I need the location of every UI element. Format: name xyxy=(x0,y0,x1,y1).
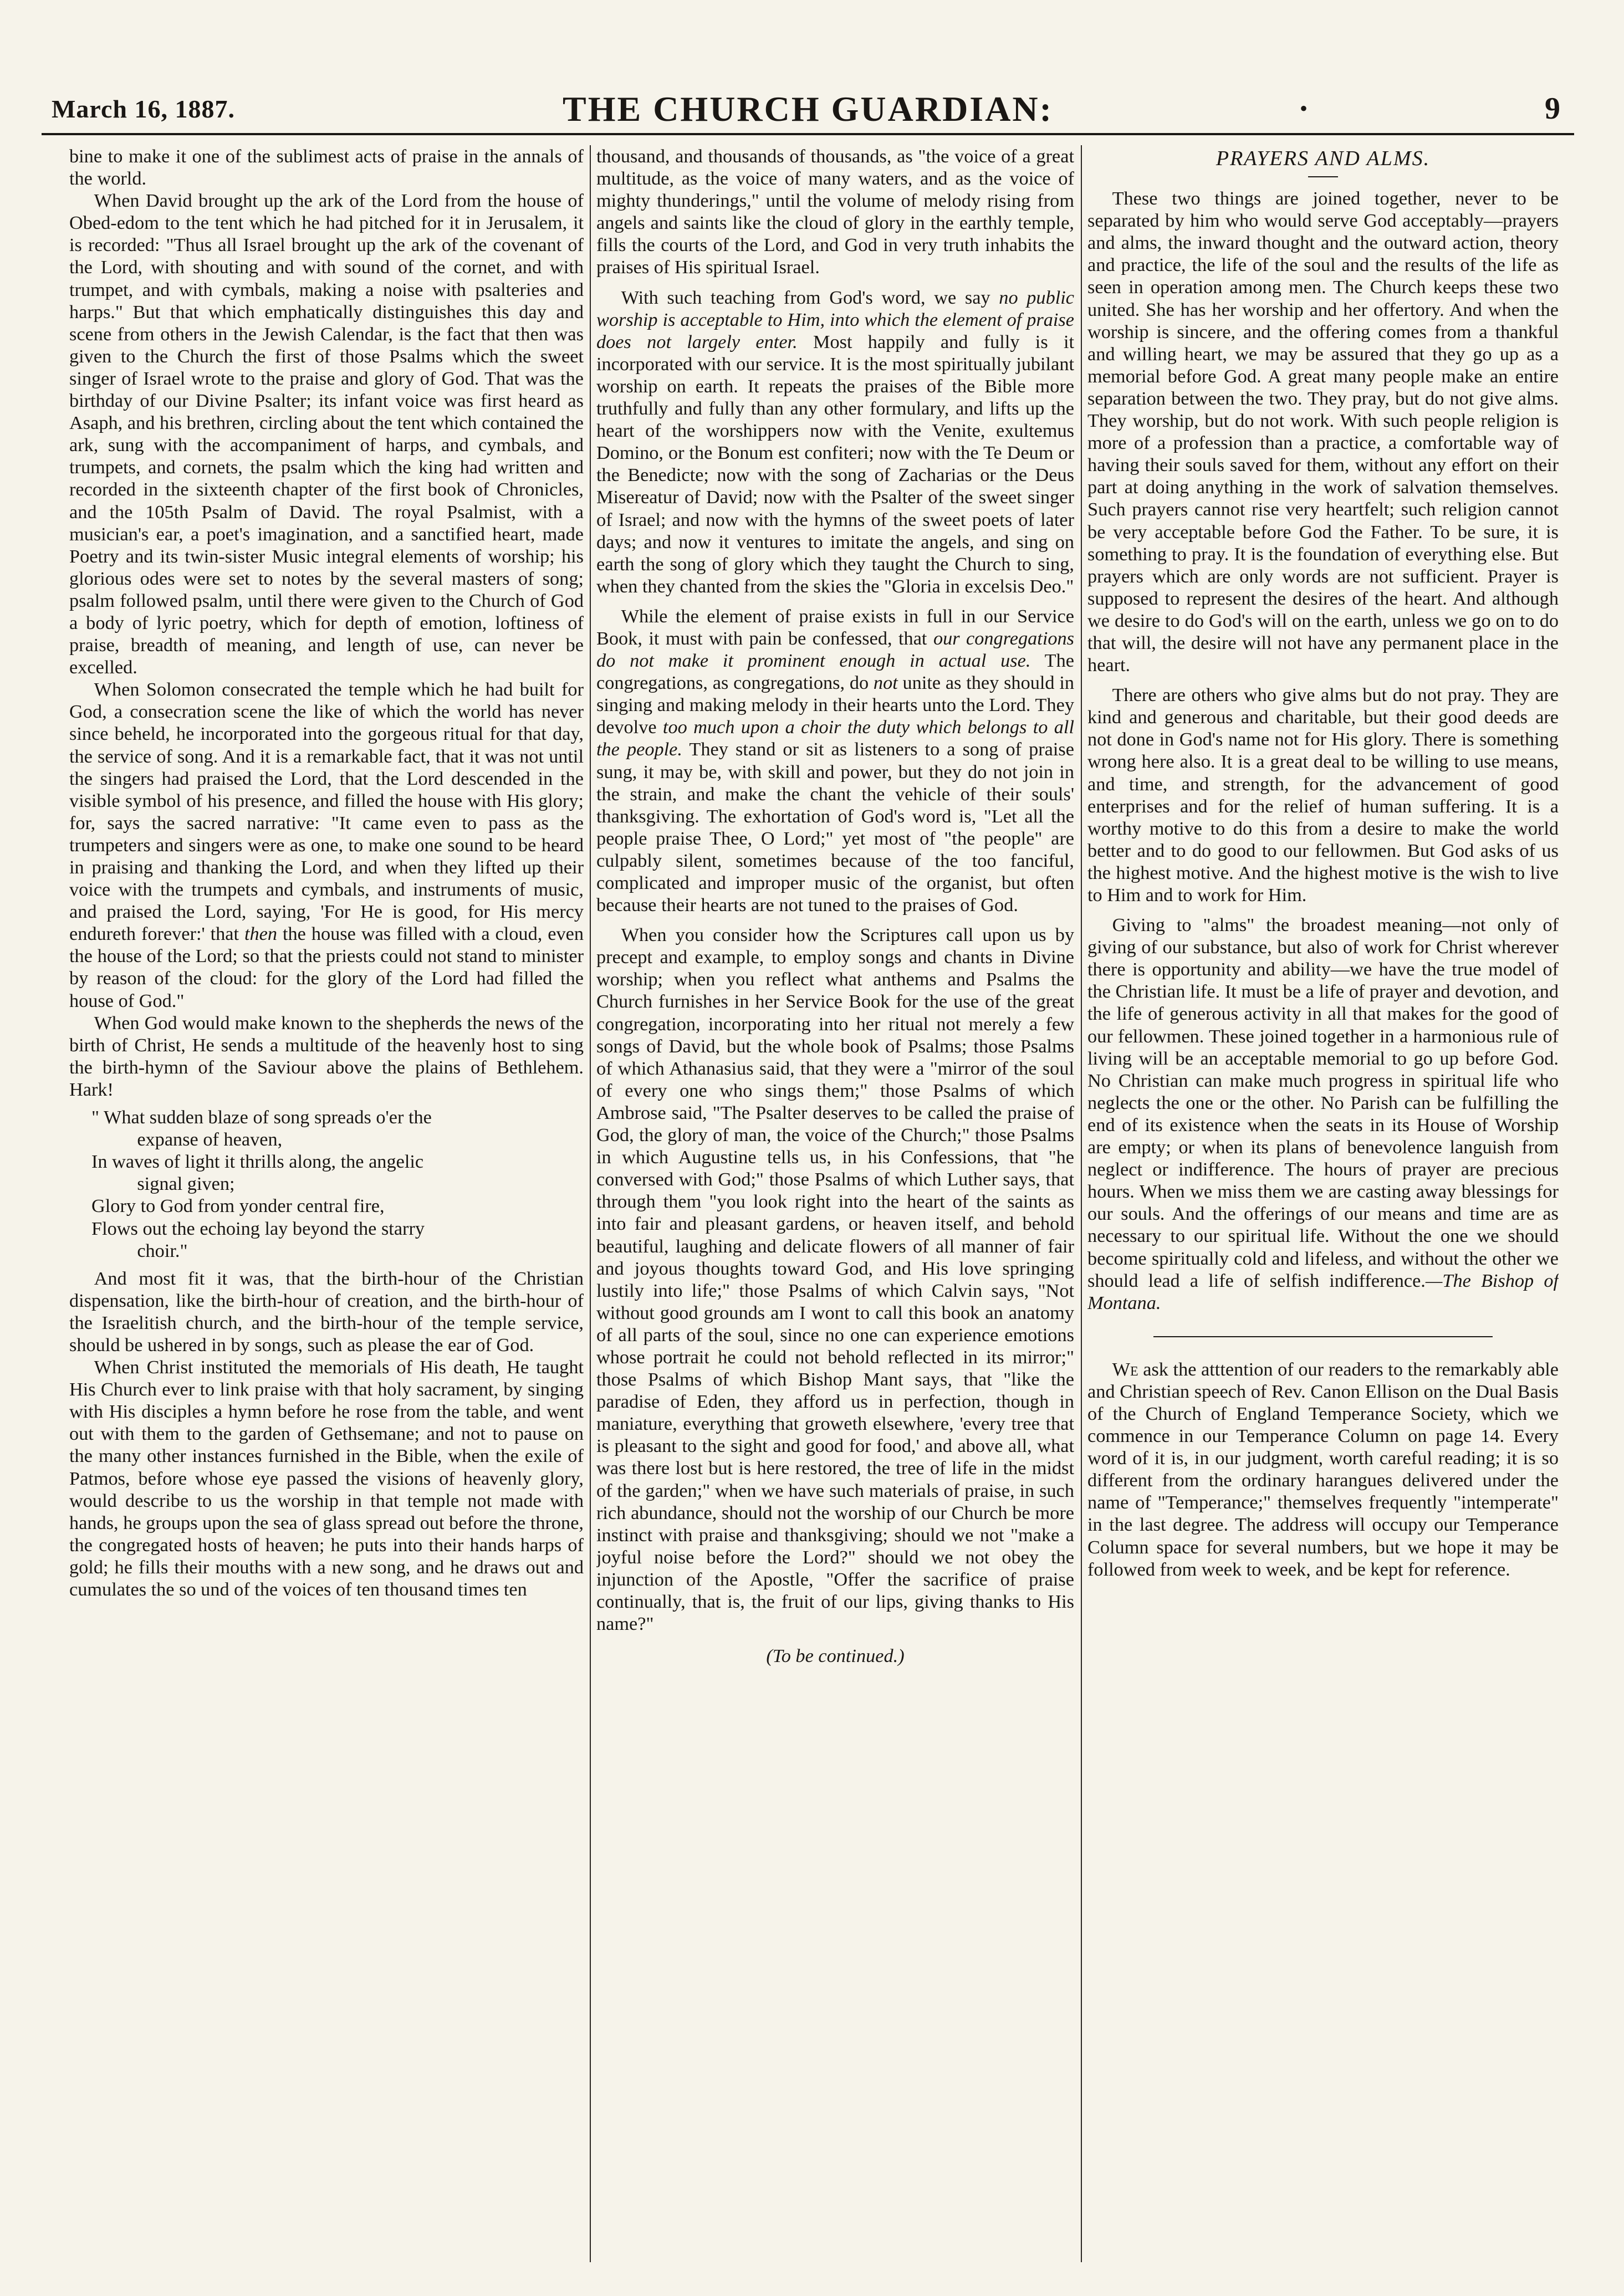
paragraph xyxy=(69,678,584,1011)
italic-run: too much upon a choir the duty which belongs to all the people. xyxy=(596,717,1074,760)
text-run: With such teaching from God's word, we say xyxy=(621,287,990,308)
paragraph xyxy=(596,605,1074,916)
text-run: While the element of praise exists in full in our Service Book, it must with pain be confessed, that xyxy=(596,605,1074,649)
masthead-bullet: • xyxy=(1300,96,1308,121)
poem-line: Glory to God from yonder central fire, xyxy=(91,1195,385,1217)
text-run: the house was filled with a cloud, even the house of the Lord; so that the priests could not stand to minister by reason of the cloud: for the glory of the Lord had filled the house of God." xyxy=(69,923,584,1011)
paragraph: And most fit it was, that the birth-hour of the Christian dispensation, like the birth-hour of creation, and the birth-hour of the Israelitish church, and the birth-hour of the temple service, should be ushered in by songs, such as please the ear of God. xyxy=(69,1267,584,1356)
poem-quote xyxy=(91,1106,584,1262)
text-run: When Solomon consecrated the temple which he had built for God, a consecration scene the like of which the world has never since beheld, he incorporated into the gorgeous ritual for that day, the service of song. And it is a remarkable fact, that it was not until the singers had praised the Lord, that the Lord descended in the visible symbol of his presence, and filled the house with His glory; for, says the sacred narrative: "It came even to pass as the trumpeters and singers were as one, to make one sound to be heard in praising and thanking the Lord, and when they lifted up their voice with the trumpets and cymbals, and instruments of music, and praised the Lord, saying, 'For He is good, for His mercy endureth forever:' that xyxy=(69,679,584,945)
paragraph xyxy=(1087,914,1559,1314)
text-run: Most happily and fully is it incorporated with our service. It is the most spiritually jubilant worship on earth. It repeats the praises of the Bible more truthfully and fully than any other formulary, and lifts up the heart of the worshippers now with the Venite, exultemus Domino, or the Bonum est confiteri; now with the Te Deum or the Benedicte; now with the song of Zacharias or the Deus Misereatur of David; now with the Psalter of the sweet singer of Israel; and now with the hymns of the sweet poets of later days; and now it ventures to imitate the angels, and sing on earth the song of glory which they taught the Church to sing, when they chanted from the skies the "Gloria in excelsis Deo." xyxy=(596,331,1074,597)
italic-run: not xyxy=(873,672,898,694)
page-number: 9 xyxy=(1545,91,1560,126)
poem-line: expanse of heaven, xyxy=(137,1129,283,1150)
italic-run: no public worship is acceptable to Him, into which the element of praise does not largely enter. xyxy=(596,287,1074,352)
article-heading: PRAYERS AND ALMS. xyxy=(1216,147,1431,170)
paragraph: When David brought up the ark of the Lord from the house of Obed-edom to the tent which he had pitched for it in Jerusalem, it is recorded: "Thus all Israel brought up the ark of the covenant of the Lord, with shouting and with sound of the cornet, and with trumpet, and with cymbals, making a noise with psalteries and harps." But that which emphatically distinguishes this day and scene from others in the Jewish Calendar, is the fact that then was given to the Church the first of those Psalms which the sweet singer of Israel wrote to the praise and glory of God. That was the birthday of our Divine Psalter; its infant voice was first heard as Asaph, and his brethren, circling about the tent which contained the ark, sung with the accompaniment of harps, and cymbals, and trumpets, and cornets, the psalm which the king had written and recorded in the sixteenth chapter of the first book of Chronicles, and the 105th Psalm of David. The royal Psalmist, with a musician's ear, a poet's imagination, and a sanctified heart, made Poetry and its twin-sister Music integral elements of worship; his glorious odes were set to notes by the several masters of song; psalm followed psalm, until there were given to the Church of God a body of lyric poetry, which for depth of emotion, loftiness of praise, breadth of meaning, and length of use, can never be excelled. xyxy=(69,190,584,678)
paragraph: When you consider how the Scriptures call upon us by precept and example, to employ songs and chants in Divine worship; when you reflect what anthems and Psalms the Church furnishes in her Service Book for the use of the great congregation, incorporating into her ritual not merely a few songs of David, but the whole book of Psalms; those Psalms of which Athanasius said, that they were a "mirror of the soul of every one who sings them;" those Psalms of which Ambrose said, "The Psalter deserves to be called the praise of God, the glory of man, the voice of the Church;" those Psalms in which Augustine tells us, in his Confessions, that "he conversed with God;" those Psalms of which Luther says, that through them "you look right into the heart of the saints as into fair and pleasant gardens, or heaven itself, and behold beautiful, laughing and delicate flowers of all manner of fair and joyous thoughts toward God, and His love springing lustily into life;" those Psalms of which Calvin says, "Not without good grounds am I wont to call this book an anatomy of all parts of the soul, since no one can experience emotions whose portrait he could not behold reflected in its mirror;" those Psalms of which Bishop Mant says, that "like the paradise of Eden, they afford us in perfection, though in maniature, everything that groweth elsewhere, 'every tree that is pleasant to the sight and good for food,' and above all, what was there lost but is here restored, the tree of life in the midst of the garden;" when we have such materials of praise, in such rich abundance, should not the worship of our Church be more instinct with praise and thanksgiving; should we not "make a joyful noise before the Lord?" should we not obey the injunction of the Apostle, "Offer the sacrifice of praise continually, that is, the fruit of our lips, giving thanks to His name?" xyxy=(596,924,1074,1635)
column-left xyxy=(69,145,584,2262)
text-run: unite as they should in singing and making melody in their hearts unto the Lord. They devolve xyxy=(596,672,1074,738)
poem-line: signal given; xyxy=(137,1173,235,1195)
paragraph: thousand, and thousands of thousands, as "the voice of a great multitude, as the voice of many waters, and as the voice of mighty thunderings," until the volume of melody rising from angels and saints like the cloud of glory in the earthly temple, fills the courts of the Lord, and God in very truth inhabits the praises of His spiritual Israel. xyxy=(596,146,1074,278)
column-middle xyxy=(596,145,1074,2262)
text-run: They stand or sit as listeners to a song of praise sung, it may be, with skill and power, but they do not join in the strain, and make the chant the vehicle of their souls' thanksgiving. The exhortation of God's word is, "Let all the people praise Thee, O Lord;" yet most of "the people" are culpably silent, sometimes because of the too fanciful, complicated and improper music of the organist, but often because their hearts are not tuned to the praises of God. xyxy=(596,739,1074,916)
text-run: Giving to "alms" the broadest meaning—not only of giving of our substance, but also of work for Christ wherever there is opportunity and ability—we have the true model of the Christian life. It must be a life of prayer and devotion, and the life of generous activity in all that makes for the good of our fellowmen. These joined together in a harmonious rule of living will be an acceptable memorial to go up before God. No Christian can make much progress in spiritual life who neglects the one or the other. No Parish can be fulfilling the end of its existence when the seats in its House of Worship are empty; or when its plans of benevolence languish from neglect or indifference. The hours of prayer are precious hours. When we miss them we are casting away blessings for our souls. And the offerings of our means and time are as necessary to our spiritual life. Without the one we should become spiritually cold and lifeless, and without the other we should lead a life of selfish indifference. xyxy=(1087,914,1559,1291)
signature: —The Bishop of Montana. xyxy=(1087,1270,1559,1313)
italic-run: then xyxy=(244,923,278,945)
paragraph: When God would make known to the shepherds the news of the birth of Christ, He sends a multitude of the heavenly host to sing the birth-hymn of the Saviour above the plains of Bethlehem. Hark! xyxy=(69,1012,584,1100)
text-run: ask the atttention of our readers to the remarkably able and Christian speech of Rev. Canon Ellison on the Dual Basis of the Church of England Temperance Society, which we commence in our Temperance Column on page 14. Every word of it is, in our judgment, worth careful reading; it is so different from the ordinary harangues delivered under the name of "Temperance;" themselves frequently "intemperate" in the last degree. The address will occupy our Temperance Column space for several numbers, but we hope it may be followed from week to week, and be kept for reference. xyxy=(1087,1358,1559,1580)
paragraph xyxy=(596,287,1074,597)
section-rule xyxy=(1153,1336,1493,1337)
paragraph: bine to make it one of the sublimest acts of praise in the annals of the world. xyxy=(69,146,584,190)
masthead xyxy=(42,83,1574,135)
text-run: The congregations, as congregations, do xyxy=(596,650,1074,694)
poem-line: choir." xyxy=(137,1240,188,1261)
poem-line: In waves of light it thrills along, the angelic xyxy=(91,1151,424,1173)
drop-word: We xyxy=(1112,1358,1138,1380)
column-right xyxy=(1087,145,1559,2262)
heading-rule xyxy=(1308,176,1338,177)
issue-date: March 16, 1887. xyxy=(52,95,236,123)
continued-note: (To be continued.) xyxy=(766,1645,905,1667)
newspaper-title: THE CHURCH GUARDIAN: xyxy=(563,89,1053,129)
paragraph xyxy=(1087,1358,1559,1581)
italic-run: our congregations do not make it prominent enough in actual use. xyxy=(596,627,1074,672)
paragraph: There are others who give alms but do not pray. They are kind and generous and charitable, but their good deeds are not done in God's name not for His glory. There is something wrong here also. It is a great deal to be willing to use means, and time, and strength, for the advancement of good enterprises and for the relief of human suffering. It is a worthy motive to do this from a desire to make the world better and to do good to our fellowmen. But God asks of us the highest motive. And the highest motive is the wish to live to Him and to work for Him. xyxy=(1087,684,1559,906)
column-divider xyxy=(590,145,591,2262)
paragraph: When Christ instituted the memorials of His death, He taught His Church ever to link praise with that holy sacrament, by singing with His disciples a hymn before he rose from the table, and went out with them to the garden of Gethsemane; and not to pause on the many other instances furnished in the Bible, when the exile of Patmos, before whose eye passed the visions of heavenly glory, would describe to us the worship in that temple not made with hands, he groups upon the sea of glass spread out before the throne, the congregated hosts of heaven; he puts into their hands harps of gold; he fills their mouths with a new song, and he draws out and cumulates the so und of the voices of ten thousand times ten xyxy=(69,1357,584,1600)
column-divider xyxy=(1081,145,1082,2262)
paragraph: These two things are joined together, never to be separated by him who would serve God acceptably—prayers and alms, the inward thought and the outward action, theory and practice, the life of the soul and the results of the life as seen in operation among men. The Church keeps these two united. She has her worship and her offertory. And when the worship is sincere, and the offering comes from a thankful and willing heart, we may be assured that they go up as a memorial before God. A great many people make an entire separation between the two. They pray, but do not give alms. They worship, but do not work. With such people religion is more of a profession than a practice, a comfortable way of having their souls saved for them, without any effort on their part at doing anything in the work of salvation themselves. Such prayers cannot rise very heartfelt; such religion cannot be very acceptable before God the Father. To be sure, it is something to pray. It is the foundation of everything else. But prayers which are only words are not sufficient. Prayer is supposed to represent the desires of the heart. And although we desire to do God's will on the earth, unless we go on to do that will, the desire will not have any permanent place in the heart. xyxy=(1087,188,1559,676)
poem-line: " What sudden blaze of song spreads o'er the xyxy=(91,1107,432,1128)
poem-line: Flows out the echoing lay beyond the starry xyxy=(91,1218,425,1239)
